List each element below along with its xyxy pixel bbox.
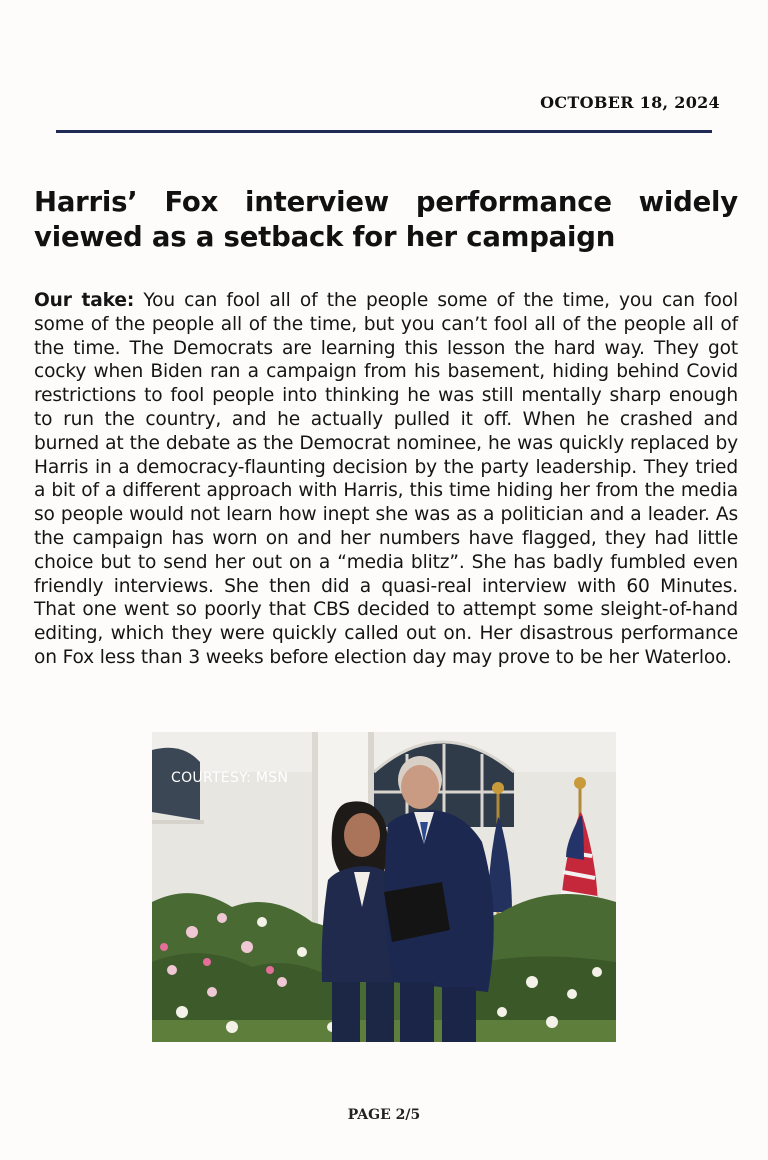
page-number: PAGE 2/5 <box>347 1107 421 1123</box>
article-body <box>34 289 738 670</box>
article-headline: Harris’ Fox interview performance widely viewed as a setback for her campaign <box>34 186 738 253</box>
header-divider <box>56 130 712 133</box>
issue-date: OCTOBER 18, 2024 <box>540 93 720 112</box>
photo-credit: COURTESY: MSN <box>171 770 289 786</box>
body-text: You can fool all of the people some of the time, you can fool some of the people all of the time, but you can’t fool all of the people all of the time. The Democrats are learning this lesson the hard way. They got cocky when Biden ran a campaign from his basement, hiding behind Covid restrictions to fool people into thinking he was still mentally sharp enough to run the country, and he actually pulled it off. When he crashed and burned at the debate as the Democrat nominee, he was quickly replaced by Harris in a democracy-flaunting decision by the party leadership. They tried a bit of a different approach with Harris, this time hiding her from the media so people would not learn how inept she was as a politician and a leader. As the campaign has worn on and her numbers have flagged, they had little choice but to send her out on a “media blitz”. She has badly fumbled even friendly interviews. She then did a quasi-real interview with 60 Minutes. That one went so poorly that CBS decided to attempt some sleight-of-hand editing, which they were quickly called out on. Her disastrous performance on Fox less than 3 weeks before election day may prove to be her Waterloo. <box>34 290 738 668</box>
article-photo <box>152 732 616 1042</box>
lead-label: Our take: <box>34 290 135 311</box>
